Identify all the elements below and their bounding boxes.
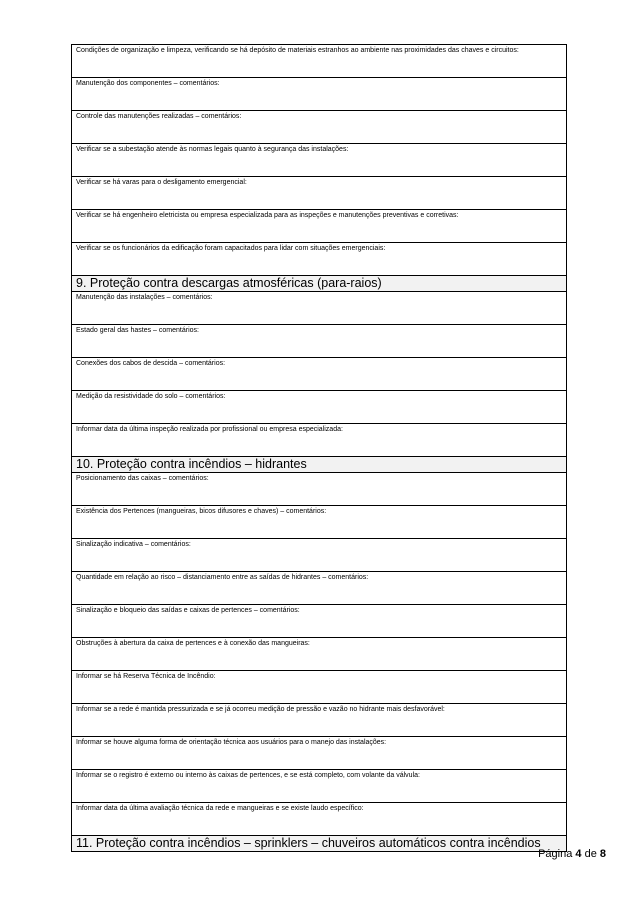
question-row: [72, 144, 567, 177]
question-row: [72, 803, 567, 836]
section-9-header-row: [72, 276, 567, 292]
page-number: [538, 848, 606, 860]
page-number-current: 4: [575, 848, 582, 860]
question-cell[interactable]: [72, 506, 567, 539]
question-cell[interactable]: [72, 45, 567, 78]
question-label: Verificar se há varas para o desligamento emergencial:: [76, 179, 247, 186]
question-label: Obstruções à abertura da caixa de pertences e à conexão das mangueiras:: [76, 640, 310, 647]
question-row: [72, 391, 567, 424]
question-label: Verificar se há engenheiro eletricista ou empresa especializada para as inspeções e manutenções preventivas e corretivas:: [76, 212, 459, 219]
question-row: [72, 210, 567, 243]
question-label: Manutenção das instalações – comentários:: [76, 294, 213, 301]
question-label: Controle das manutenções realizadas – comentários:: [76, 113, 242, 120]
question-row: [72, 292, 567, 325]
question-cell[interactable]: [72, 737, 567, 770]
question-label: Verificar se os funcionários da edificação foram capacitados para lidar com situações emergenciais:: [76, 245, 386, 252]
question-label: Sinalização e bloqueio das saídas e caixas de pertences – comentários:: [76, 607, 300, 614]
section-10-title: 10. Proteção contra incêndios – hidrantes: [72, 457, 567, 473]
question-cell[interactable]: [72, 292, 567, 325]
page-number-prefix: Página: [538, 848, 576, 860]
question-cell[interactable]: [72, 325, 567, 358]
question-cell[interactable]: [72, 358, 567, 391]
question-label: Informar se o registro é externo ou interno às caixas de pertences, e se está completo, com volante da válvula:: [76, 772, 420, 779]
question-row: [72, 704, 567, 737]
question-label: Posicionamento das caixas – comentários:: [76, 475, 209, 482]
question-row: [72, 111, 567, 144]
question-label: Informar se houve alguma forma de orientação técnica aos usuários para o manejo das instalações:: [76, 739, 387, 746]
question-label: Existência dos Pertences (mangueiras, bicos difusores e chaves) – comentários:: [76, 508, 327, 515]
question-row: [72, 358, 567, 391]
question-label: Verificar se a subestação atende às normas legais quanto à segurança das instalações:: [76, 146, 349, 153]
question-cell[interactable]: [72, 111, 567, 144]
question-row: [72, 539, 567, 572]
question-label: Manutenção dos componentes – comentários:: [76, 80, 220, 87]
question-label: Informar data da última inspeção realizada por profissional ou empresa especializada:: [76, 426, 343, 433]
question-cell[interactable]: [72, 770, 567, 803]
question-label: Medição da resistividade do solo – comentários:: [76, 393, 226, 400]
question-cell[interactable]: [72, 243, 567, 276]
question-row: [72, 506, 567, 539]
question-row: [72, 473, 567, 506]
question-label: Condições de organização e limpeza, verificando se há depósito de materiais estranhos ao ambiente nas proximidades das chaves e circuitos:: [76, 47, 519, 54]
question-row: [72, 45, 567, 78]
question-label: Quantidade em relação ao risco – distanciamento entre as saídas de hidrantes – comentários:: [76, 574, 369, 581]
question-row: [72, 177, 567, 210]
question-label: Informar se há Reserva Técnica de Incêndio:: [76, 673, 216, 680]
question-cell[interactable]: [72, 671, 567, 704]
section-9-title: 9. Proteção contra descargas atmosféricas (para-raios): [72, 276, 567, 292]
question-cell[interactable]: [72, 177, 567, 210]
question-label: Conexões dos cabos de descida – comentários:: [76, 360, 226, 367]
question-cell[interactable]: [72, 572, 567, 605]
question-row: [72, 737, 567, 770]
question-cell[interactable]: [72, 605, 567, 638]
question-cell[interactable]: [72, 391, 567, 424]
form-body: [72, 45, 567, 852]
question-row: [72, 78, 567, 111]
question-cell[interactable]: [72, 704, 567, 737]
question-row: [72, 572, 567, 605]
question-label: Sinalização indicativa – comentários:: [76, 541, 191, 548]
section-11-header-row: [72, 836, 567, 852]
question-row: [72, 770, 567, 803]
question-row: [72, 325, 567, 358]
question-cell[interactable]: [72, 210, 567, 243]
question-cell[interactable]: [72, 638, 567, 671]
question-row: [72, 605, 567, 638]
question-cell[interactable]: [72, 473, 567, 506]
question-row: [72, 671, 567, 704]
inspection-form-table: [71, 44, 567, 852]
page-number-total: 8: [599, 848, 606, 860]
question-label: Estado geral das hastes – comentários:: [76, 327, 199, 334]
question-row: [72, 243, 567, 276]
section-11-title: 11. Proteção contra incêndios – sprinklers – chuveiros automáticos contra incêndios: [72, 836, 567, 852]
question-cell[interactable]: [72, 803, 567, 836]
question-cell[interactable]: [72, 424, 567, 457]
question-label: Informar data da última avaliação técnica da rede e mangueiras e se existe laudo específico:: [76, 805, 364, 812]
section-10-header-row: [72, 457, 567, 473]
question-row: [72, 638, 567, 671]
question-cell[interactable]: [72, 144, 567, 177]
question-label: Informar se a rede é mantida pressurizada e se já ocorreu medição de pressão e vazão no hidrante mais desfavorável:: [76, 706, 445, 713]
question-row: [72, 424, 567, 457]
page-number-separator: de: [581, 848, 600, 860]
question-cell[interactable]: [72, 78, 567, 111]
question-cell[interactable]: [72, 539, 567, 572]
